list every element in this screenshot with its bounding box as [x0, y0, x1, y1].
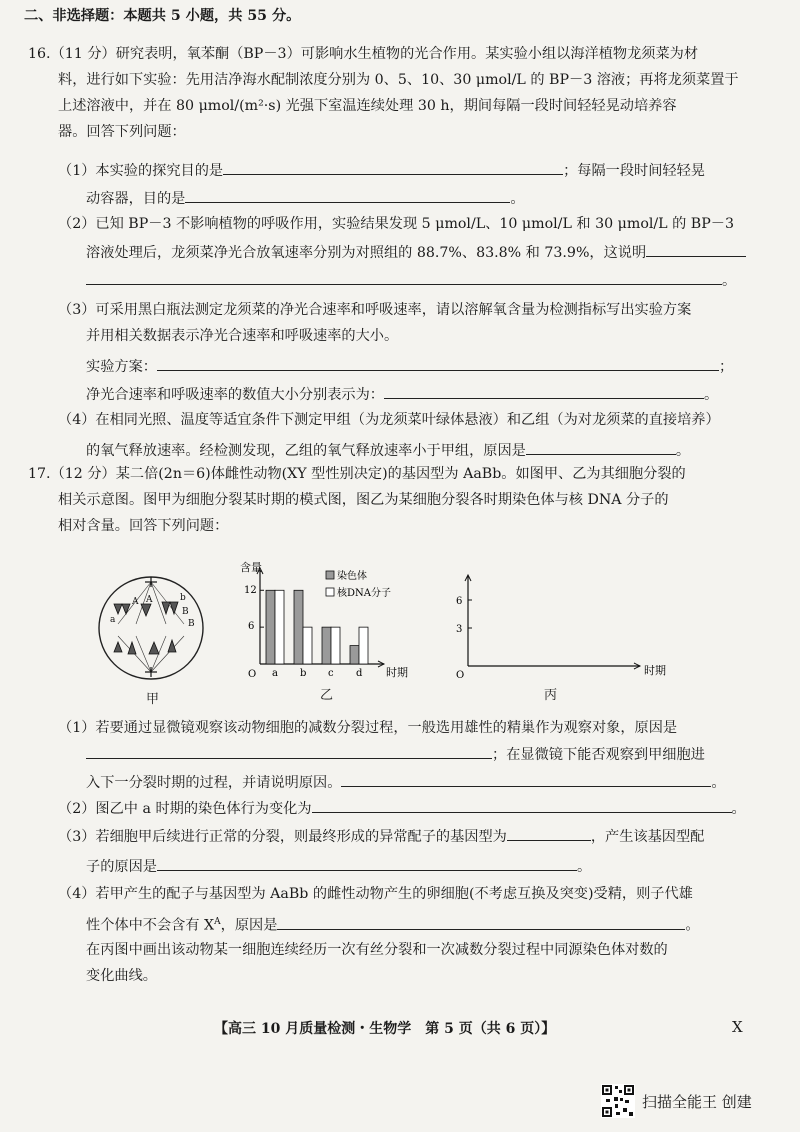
- q17-sub3-line1: [58, 826, 704, 847]
- cell-division-diagram: [96, 574, 206, 682]
- figure-bing-caption: 丙: [544, 688, 558, 703]
- chromosome-dna-bar-chart: [236, 560, 416, 682]
- answer-blank[interactable]: [341, 772, 711, 787]
- q16-line3: 上述溶液中，并在 80 μmol/(m²·s) 光强下室温连续处理 30 h，期间每隔一段时间轻轻晃动培养容: [58, 98, 677, 114]
- section-header: 二、非选择题：本题共 5 小题，共 55 分。: [24, 8, 301, 24]
- superscript: A: [214, 917, 221, 927]
- q16-sub1-cont: ；每隔一段时间轻轻晃: [563, 163, 705, 179]
- q16-sub4-line2: 的氧气释放速率。经检测发现，乙组的氧气释放速率小于甲组，原因是 。: [86, 440, 690, 461]
- legend-chromosome: 染色体: [337, 571, 367, 582]
- q16-sub1-line2: 动容器，目的是 。: [86, 188, 525, 209]
- answer-blank[interactable]: [157, 356, 719, 371]
- footer-letter: X: [732, 1018, 743, 1036]
- answer-blank[interactable]: [646, 242, 746, 257]
- q16-line1: 16.（11 分）研究表明，氧苯酮（BP－3）可影响水生植物的光合作用。某实验小组以海洋植物龙须菜为材: [28, 46, 699, 62]
- bar-dna-b: [303, 627, 312, 664]
- bar-dna-d: [359, 627, 368, 664]
- bar-chromosome-b: [294, 590, 303, 664]
- gene-label: B: [182, 607, 189, 617]
- q17-sub3-reason: 子的原因是: [86, 859, 157, 875]
- q17-sub4-line2: 性个体中不会含有 $X^A$，原因是 。: [86, 912, 700, 936]
- figure-yi: [236, 560, 416, 702]
- x-tick-label: a: [272, 668, 278, 679]
- figure-jia-caption: 甲: [146, 692, 160, 707]
- q17-sub1-question: 入下一分裂时期的过程，并请说明原因。: [86, 775, 342, 791]
- legend-swatch-dna: [326, 588, 334, 596]
- y-tick-label: 6: [248, 621, 255, 632]
- q17-sub3-text: （3）若细胞甲后续进行正常的分裂，则最终形成的异常配子的基因型为: [58, 829, 507, 845]
- chart-ylabel: 含量: [240, 561, 262, 574]
- gene-label: a: [110, 615, 116, 625]
- bar-dna-a: [275, 590, 284, 664]
- bar-chromosome-c: [322, 627, 331, 664]
- q17-line1: 17.（12 分）某二倍(2n＝6)体雌性动物(XY 型性别决定)的基因型为 AaBb。如图甲、乙为其细胞分裂的: [28, 466, 686, 482]
- bar-dna-c: [331, 627, 340, 664]
- chart-xlabel: 时期: [644, 664, 666, 677]
- figure-yi-caption: 乙: [320, 688, 334, 703]
- chart-xlabel: 时期: [386, 666, 408, 679]
- q16-sub3-plan-label: 实验方案：: [86, 359, 157, 375]
- q17-sub4-line1: （4）若甲产生的配子与基因型为 AaBb 的雌性动物产生的卵细胞(不考虑互换及突变)受精，则子代雄: [58, 886, 693, 902]
- figure-bing: [440, 572, 690, 704]
- q16-sub3-line2: 并用相关数据表示净光合速率和呼吸速率的大小。: [86, 328, 399, 344]
- answer-blank[interactable]: [86, 270, 722, 285]
- answer-blank[interactable]: [277, 915, 685, 930]
- q16-sub3-rates-label: 净光合速率和呼吸速率的数值大小分别表示为：: [86, 387, 384, 403]
- gene-label: A: [146, 595, 153, 605]
- q16-sub2-line1: （2）已知 BP－3 不影响植物的呼吸作用，实验结果发现 5 μmol/L、10 μmol/L 和 30 μmol/L 的 BP－3: [58, 216, 734, 232]
- bar-chromosome-a: [266, 590, 275, 664]
- q17-line3: 相对含量。回答下列问题：: [58, 518, 229, 534]
- q16-sub2-line2: [86, 242, 746, 263]
- gene-label: B: [188, 619, 195, 629]
- q16-sub3-line4: 净光合速率和呼吸速率的数值大小分别表示为： 。: [86, 384, 718, 405]
- q17-sub1-cont: ；在显微镜下能否观察到甲细胞进: [492, 747, 705, 763]
- q16-sub3-line3: 实验方案： ；: [86, 356, 733, 377]
- q16-sub1-purpose: 动容器，目的是: [86, 191, 186, 207]
- q17-line2: 相关示意图。图甲为细胞分裂某时期的模式图，图乙为某细胞分裂各时期染色体与核 DNA 分子的: [58, 492, 669, 508]
- answer-blank[interactable]: [526, 440, 676, 455]
- homologous-pairs-blank-graph: [440, 572, 690, 682]
- q17-sub1-line2: [86, 744, 705, 765]
- q16-sub2-line3: 。: [86, 270, 736, 291]
- y-tick-label: 3: [456, 624, 463, 635]
- q17-sub2-line: （2）图乙中 a 时期的染色体行为变化为 。: [58, 798, 746, 819]
- qr-code-icon: [601, 1084, 635, 1118]
- page-footer: 【高三 10 月质量检测・生物学 第 5 页（共 6 页）】: [214, 1021, 556, 1037]
- gene-label: A: [132, 597, 139, 607]
- answer-blank[interactable]: [507, 826, 591, 841]
- figure-jia: [96, 574, 206, 707]
- q17-sub2-text: （2）图乙中 a 时期的染色体行为变化为: [58, 801, 312, 817]
- q17-sub3-cont: ，产生该基因型配: [590, 829, 705, 845]
- q17-sub4-line4: 变化曲线。: [86, 968, 157, 984]
- legend-swatch-chromosome: [326, 571, 334, 579]
- answer-blank[interactable]: [86, 744, 492, 759]
- legend-dna: 核DNA分子: [337, 588, 391, 599]
- answer-blank[interactable]: [157, 856, 577, 871]
- answer-blank[interactable]: [384, 384, 704, 399]
- q17-sub4-reason: ，原因是: [220, 917, 278, 934]
- q16-sub1-prompt: （1）本实验的探究目的是: [58, 163, 224, 179]
- q17-sub1-line3: 入下一分裂时期的过程，并请说明原因。 。: [86, 772, 726, 793]
- q16-line2: 料，进行如下实验：先用洁净海水配制浓度分别为 0、5、10、30 μmol/L 的 BP－3 溶液；再将龙须菜置于: [58, 72, 739, 88]
- y-tick-label: 12: [244, 585, 257, 596]
- bar-chromosome-d: [350, 646, 359, 664]
- y-tick-label: 6: [456, 596, 463, 607]
- x-tick-label: b: [300, 668, 307, 679]
- q17-sub1-line1: （1）若要通过显微镜观察该动物细胞的减数分裂过程，一般选用雄性的精巢作为观察对象，原因是: [58, 720, 678, 736]
- answer-blank[interactable]: [312, 798, 732, 813]
- q17-sub4-line3: 在丙图中画出该动物某一细胞连续经历一次有丝分裂和一次减数分裂过程中同源染色体对数的: [86, 942, 668, 958]
- q16-sub4-text: 的氧气释放速率。经检测发现，乙组的氧气释放速率小于甲组，原因是: [86, 443, 526, 459]
- q16-sub3-line1: （3）可采用黑白瓶法测定龙须菜的净光合速率和呼吸速率，请以溶解氧含量为检测指标写出实验方案: [58, 302, 692, 318]
- gene-label: b: [180, 593, 186, 603]
- x-tick-label: d: [356, 668, 363, 679]
- q17-sub3-line2: 子的原因是 。: [86, 856, 591, 877]
- answer-blank[interactable]: [185, 188, 510, 203]
- q16-sub1-line1: [58, 160, 705, 181]
- q16-line4: 器。回答下列问题：: [58, 124, 186, 140]
- answer-blank[interactable]: [223, 160, 563, 175]
- x-tick-label: c: [328, 668, 334, 679]
- scanner-watermark: 扫描全能王 创建: [642, 1093, 752, 1111]
- q16-sub2-text: 溶液处理后，龙须菜净光合放氧速率分别为对照组的 88.7%、83.8% 和 73.9%，这说明: [86, 245, 647, 261]
- chart-origin: O: [456, 670, 465, 681]
- q16-sub4-line1: （4）在相同光照、温度等适宜条件下测定甲组（为龙须菜叶绿体悬液）和乙组（为对龙须菜的直接培养）: [58, 412, 720, 428]
- q17-sub4-text: 性个体中不会含有 X: [86, 917, 215, 934]
- chart-origin: O: [248, 669, 257, 680]
